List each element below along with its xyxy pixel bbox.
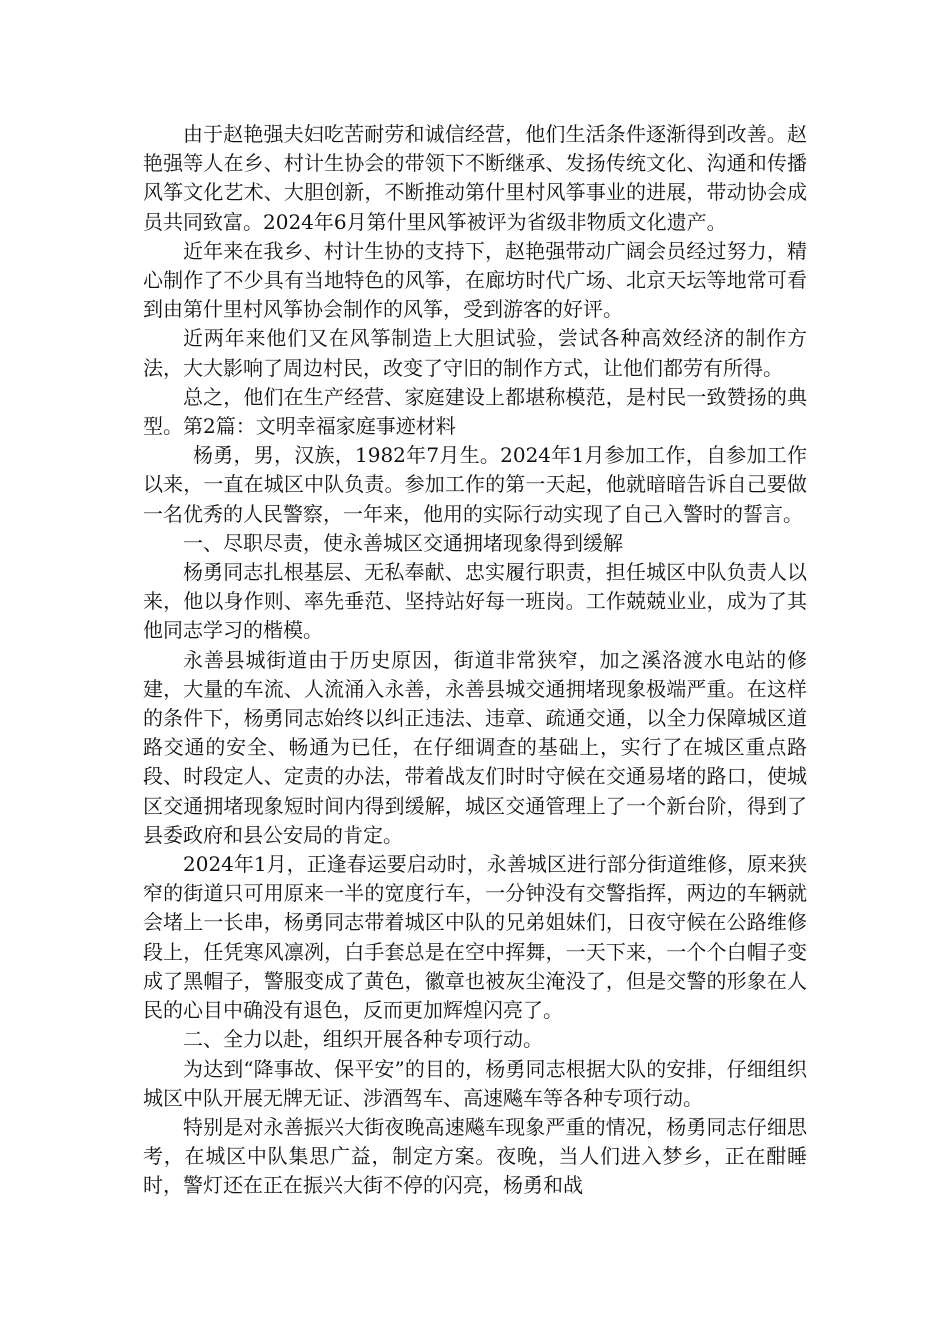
paragraph: 总之，他们在生产经营、家庭建设上都堪称模范，是村民一致赞扬的典型。第2篇：文明幸福家庭事迹材料 xyxy=(143,384,807,439)
paragraph: 由于赵艳强夫妇吃苦耐劳和诚信经营，他们生活条件逐渐得到改善。赵艳强等人在乡、村计生协会的带领下不断继承、发扬传统文化、沟通和传播风筝文化艺术、大胆创新，不断推动第什里村风筝事业的进展，带动协会成员共同致富。2024年6月第什里风筝被评为省级非物质文化遗产。 xyxy=(143,122,807,234)
paragraph: 特别是对永善振兴大街夜晚高速飚车现象严重的情况，杨勇同志仔细思考，在城区中队集思广益，制定方案。夜晚，当人们进入梦乡，正在酣睡时，警灯还在正在振兴大街不停的闪亮，杨勇和战 xyxy=(143,1114,807,1198)
paragraph: 近年来在我乡、村计生协的支持下，赵艳强带动广阔会员经过努力，精心制作了不少具有当地特色的风筝，在廊坊时代广场、北京天坛等地常可看到由第什里村风筝协会制作的风筝，受到游客的好评。 xyxy=(143,238,807,322)
section-heading: 一、尽职尽责，使永善城区交通拥堵现象得到缓解 xyxy=(183,530,623,555)
paragraph: 2024年1月，正逢春运要启动时，永善城区进行部分街道维修，原来狭窄的街道只可用原来一半的宽度行车，一分钟没有交警指挥，两边的车辆就会堵上一长串，杨勇同志带着城区中队的兄弟姐妹们，日夜守候在公路维修段上，任凭寒风凛冽，白手套总是在空中挥舞，一天下来，一个个白帽子变成了黑帽子，警服变成了黄色，徽章也被灰尘淹没了，但是交警的形象在人民的心目中确没有退色，反而更加辉煌闪亮了。 xyxy=(143,852,807,1023)
paragraph: 杨勇同志扎根基层、无私奉献、忠实履行职责，担任城区中队负责人以来，他以身作则、率先垂范、坚持站好每一班岗。工作兢兢业业，成为了其他同志学习的楷模。 xyxy=(143,560,807,643)
document-page xyxy=(143,120,807,1201)
paragraph: 为达到“降事故、保平安”的目的，杨勇同志根据大队的安排，仔细组织城区中队开展无牌无证、涉酒驾车、高速飚车等各种专项行动。 xyxy=(143,1056,807,1110)
paragraph: 近两年来他们又在风筝制造上大胆试验，尝试各种高效经济的制作方法，大大影响了周边村民，改变了守旧的制作方式，让他们都劳有所得。 xyxy=(143,326,807,380)
paragraph: 永善县城街道由于历史原因，街道非常狭窄，加之溪洛渡水电站的修建，大量的车流、人流涌入永善，永善县城交通拥堵现象极端严重。在这样的条件下，杨勇同志始终以纠正违法、违章、疏通交通，以全力保障城区道路交通的安全、畅通为已任，在仔细调查的基础上，实行了在城区重点路段、时段定人、定责的办法，带着战友们时时守候在交通易堵的路口，使城区交通拥堵现象短时间内得到缓解，城区交通管理上了一个新台阶，得到了县委政府和县公安局的肯定。 xyxy=(143,647,807,847)
paragraph: 杨勇，男，汉族，1982年7月生。2024年1月参加工作，自参加工作以来，一直在城区中队负责。参加工作的第一天起，他就暗暗告诉自己要做一名优秀的人民警察，一年来，他用的实际行动实现了自己入警时的誓言。 xyxy=(143,443,807,526)
section-heading: 二、全力以赴，组织开展各种专项行动。 xyxy=(183,1027,543,1052)
